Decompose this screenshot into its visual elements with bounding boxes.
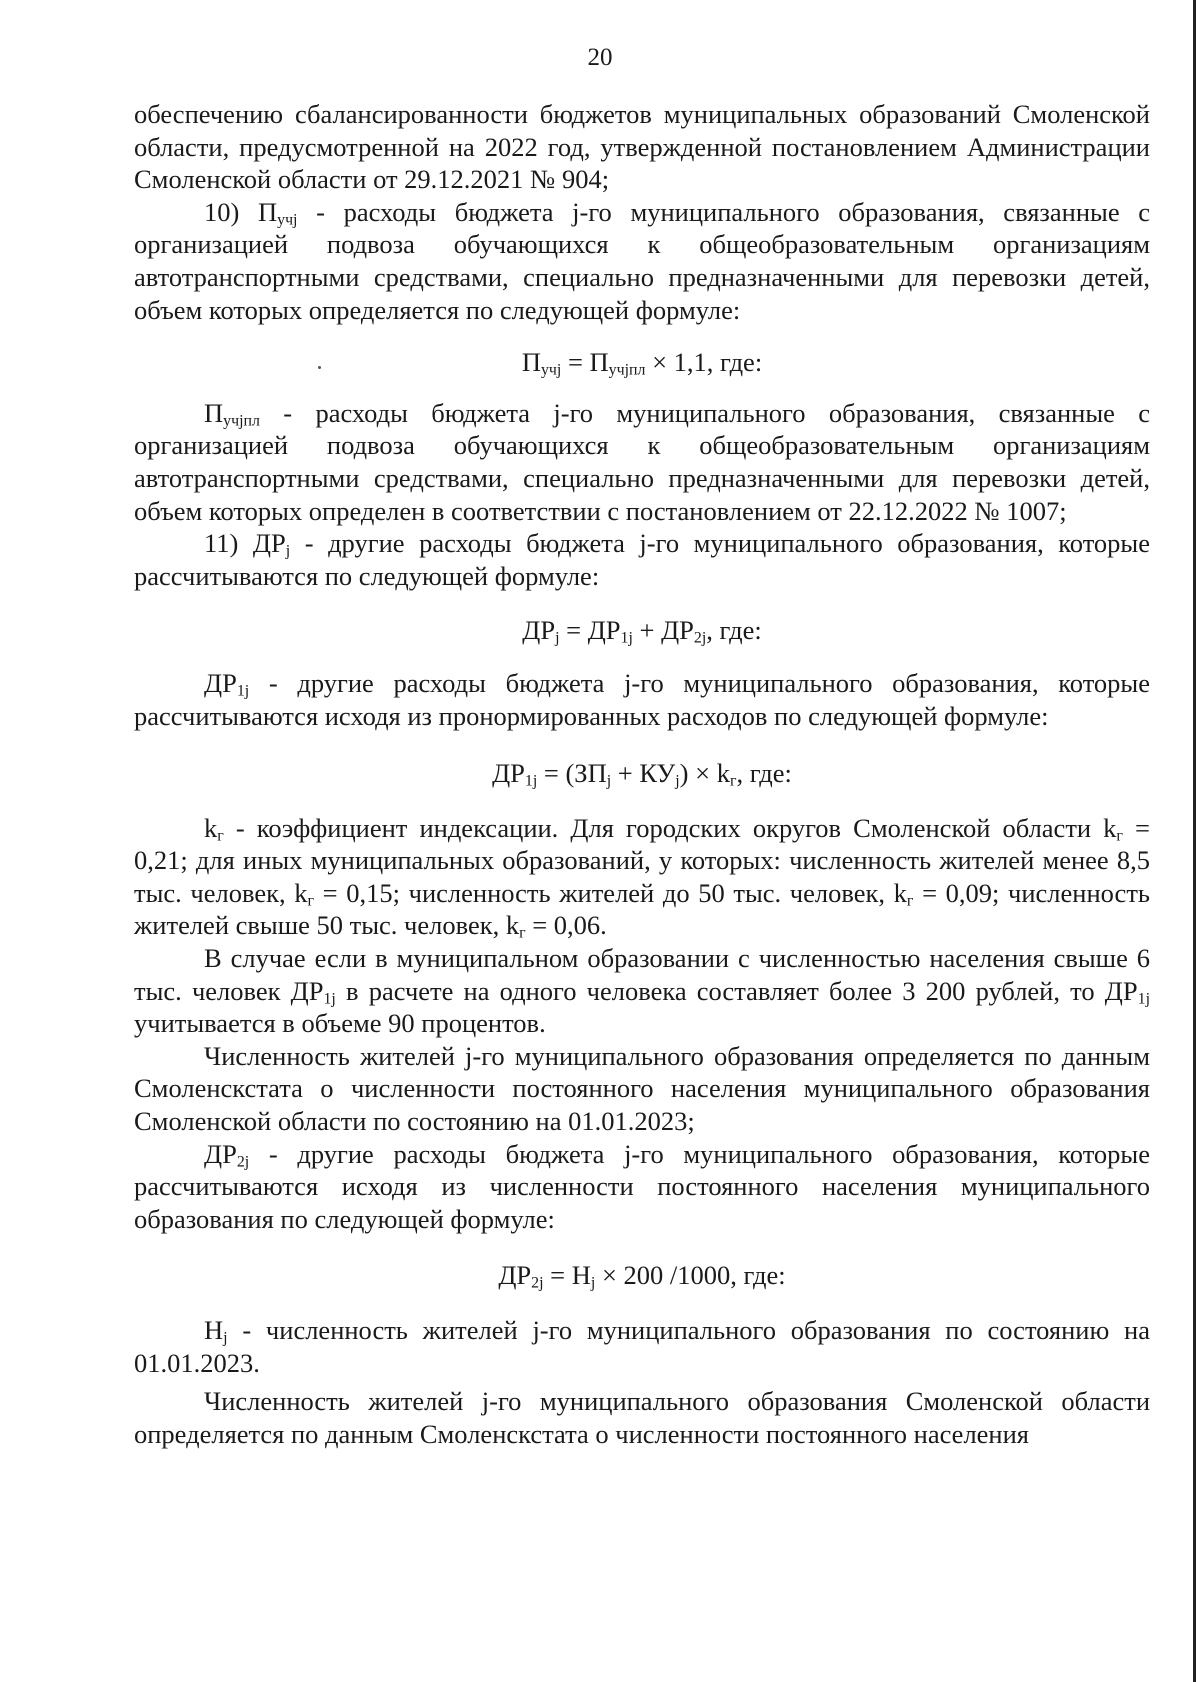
formula-other-expenses: $ДР_j = ДР_{1j} + ДР_{2j}$, где:	[522, 615, 762, 647]
formula-transport: $П_{учj} = П_{учjпл} \times 1,1$, где:	[521, 347, 763, 379]
paragraph-item-10: 10) $П_{учj}$ - расходы бюджета j-го муниципального образования, связанные с организацией подвоза обучающихся к общеобразовательным организациям автотранспортными средствами, специально предназначенными для перевозки детей, объем которых определяется по следующей формуле:	[134, 196, 1150, 325]
paragraph-population-definition: $Н_j$ - численность жителей j-го муниципального образования по состоянию на 01.01.2023.	[134, 1315, 1150, 1378]
page-edge-line	[1193, 0, 1196, 1682]
paragraph-dr2: $ДР_{2j}$ - другие расходы бюджета j-го муниципального образования, которые рассчитываются исходя из численности постоянного населения муниципального образования по следующей формуле:	[134, 1138, 1150, 1234]
paragraph-item-11: 11) $ДР_j$ - другие расходы бюджета j-го муниципального образования, которые рассчитываются по следующей формуле:	[134, 528, 1150, 591]
paragraph-population-source: Численность жителей j-го муниципального образования определяется по данным Смоленскстата о численности постоянного населения муниципального образования Смоленской области по состоянию на 01.01.2023;	[134, 1040, 1150, 1137]
paragraph-limit-rule: В случае если в муниципальном образовании с численностью населения свыше 6 тыс. человек $ДР_{1j}$ в расчете на одного человека составляет более 3 200 рублей, то $ДР_{1j}$ учитывается в объеме 90 процентов.	[134, 943, 1150, 1039]
paragraph-continuation: обеспечению сбалансированности бюджетов муниципальных образований Смоленской области, предусмотренной на 2022 год, утвержденной постановлением Администрации Смоленской области от 29.12.2021 № 904;	[134, 99, 1150, 195]
formula-dr1: $ДР_{1j} = (ЗП_j + КУ_j) \times k_г$, где:	[492, 758, 792, 790]
paragraph-dr1: $ДР_{1j}$ - другие расходы бюджета j-го муниципального образования, которые рассчитываются исходя из пронормированных расходов по следующей формуле:	[134, 667, 1150, 731]
document-body	[134, 98, 1150, 1450]
page-number: 20	[587, 44, 613, 71]
paragraph-transport-planned: $П_{учjпл}$ - расходы бюджета j-го муниципального образования, связанные с организацией подвоза обучающихся к общеобразовательным организациям автотранспортными средствами, специально предназначенными для перевозки детей, объем которых определен в соответствии с постановлением от 22.12.2022 № 1007;	[134, 397, 1150, 526]
paragraph-indexation-coefficient: $k_г$ - коэффициент индексации. Для городских округов Смоленской области $k_г = 0,21$; для иных муниципальных образований, у которых: численность жителей менее 8,5 тыс. человек, $k_г = 0,15$; численность жителей до 50 тыс. человек, $k_г = 0,09$; численность жителей свыше 50 тыс. человек, $k_г = 0,06$.	[134, 812, 1150, 942]
paragraph-population-source-final: Численность жителей j-го муниципального образования Смоленской области определяется по данным Смоленскстата о численности постоянного населения	[134, 1386, 1150, 1449]
formula-dr2: $ДР_{2j} = Н_j \times 200$ /1000, где:	[498, 1260, 786, 1292]
